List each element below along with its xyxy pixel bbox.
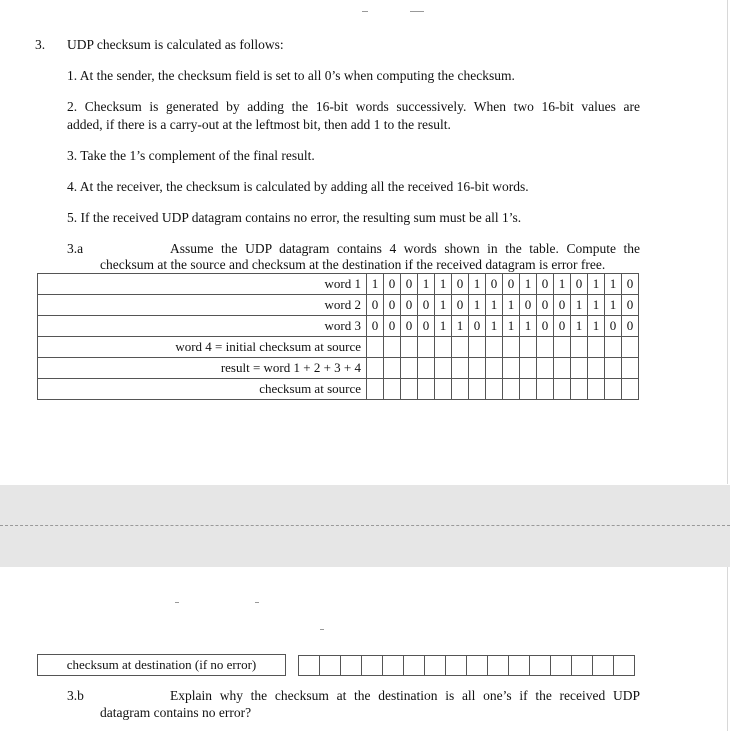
bit-cell: 1 (367, 274, 384, 295)
bit-cell (605, 379, 622, 400)
bit-cell: 0 (384, 274, 401, 295)
step-3: 3. Take the 1’s complement of the final result. (67, 148, 315, 163)
bit-cell: 1 (588, 274, 605, 295)
bit-cell (367, 379, 384, 400)
bit-cell: 1 (520, 316, 537, 337)
bit-cell: 1 (469, 274, 486, 295)
step-4: 4. At the receiver, the checksum is calculated by adding all the received 16-bit words. (67, 179, 529, 194)
bit-cell: 1 (503, 316, 520, 337)
bit-cell: 0 (401, 295, 418, 316)
bit-cell: 0 (452, 295, 469, 316)
part-a-label: 3.a (67, 241, 84, 256)
destination-bit-cell (488, 655, 509, 675)
table-row (38, 337, 639, 358)
bit-cell (537, 337, 554, 358)
bit-cell (520, 379, 537, 400)
scan-mark (255, 602, 259, 603)
destination-bit-cell (299, 655, 320, 675)
table-row (38, 316, 639, 337)
bit-cell (469, 379, 486, 400)
destination-bit-cell (341, 655, 362, 675)
bit-cell: 0 (622, 274, 639, 295)
bit-cell (554, 358, 571, 379)
bit-cell (452, 379, 469, 400)
bit-cell (452, 337, 469, 358)
bit-cell: 0 (452, 274, 469, 295)
bit-cell: 1 (571, 295, 588, 316)
bit-cell: 1 (486, 316, 503, 337)
bit-cell: 1 (469, 295, 486, 316)
destination-bit-cell (551, 655, 572, 675)
row-label: checksum at source (38, 379, 367, 400)
bit-cell (571, 379, 588, 400)
bit-cell (384, 337, 401, 358)
destination-bit-cell (614, 655, 635, 675)
row-label: word 1 (38, 274, 367, 295)
bit-cell: 0 (537, 316, 554, 337)
bit-cell: 1 (605, 274, 622, 295)
scan-mark (175, 602, 179, 603)
bit-cell (418, 337, 435, 358)
bit-cell (486, 379, 503, 400)
step-5: 5. If the received UDP datagram contains no error, the resulting sum must be all 1’s. (67, 210, 522, 225)
bit-cell (401, 379, 418, 400)
bit-cell (588, 358, 605, 379)
bit-cell: 0 (401, 316, 418, 337)
destination-bit-cell (530, 655, 551, 675)
bit-cell: 1 (418, 274, 435, 295)
bit-cell: 0 (486, 274, 503, 295)
bit-cell: 0 (554, 316, 571, 337)
bit-cell: 1 (435, 316, 452, 337)
bit-cell (367, 337, 384, 358)
row-label: word 3 (38, 316, 367, 337)
destination-checksum-table (37, 654, 635, 676)
row-label: word 4 = initial checksum at source (38, 337, 367, 358)
bit-cell: 0 (418, 316, 435, 337)
checksum-table (37, 273, 639, 400)
row-label: result = word 1 + 2 + 3 + 4 (38, 358, 367, 379)
bit-cell (435, 337, 452, 358)
bit-cell (571, 337, 588, 358)
destination-bit-cell (425, 655, 446, 675)
bit-cell: 0 (418, 295, 435, 316)
bit-cell (469, 358, 486, 379)
destination-bit-cell (446, 655, 467, 675)
destination-bit-cell (404, 655, 425, 675)
destination-bit-cell (593, 655, 614, 675)
destination-bit-cell (509, 655, 530, 675)
bit-cell (418, 358, 435, 379)
bit-cell: 0 (537, 295, 554, 316)
bit-cell: 0 (622, 316, 639, 337)
bit-cell: 1 (588, 295, 605, 316)
worksheet-page-2 (0, 567, 728, 731)
scan-mark (410, 11, 424, 12)
bit-cell (503, 358, 520, 379)
bit-cell (622, 358, 639, 379)
bit-cell: 0 (554, 295, 571, 316)
part-b-line-1: Explain why the checksum at the destination is all one’s if the received UDP (170, 688, 640, 703)
step-2-line-1: 2. Checksum is generated by adding the 16-bit words successively. When two 16-bit values are (67, 99, 640, 114)
bit-cell: 0 (384, 316, 401, 337)
table-row (38, 358, 639, 379)
bit-cell: 0 (367, 295, 384, 316)
bit-cell (554, 337, 571, 358)
bit-cell: 0 (537, 274, 554, 295)
table-row (38, 295, 639, 316)
bit-cell: 1 (588, 316, 605, 337)
bit-cell: 1 (605, 295, 622, 316)
question-intro: UDP checksum is calculated as follows: (67, 37, 284, 52)
bit-cell (384, 358, 401, 379)
bit-cell (622, 337, 639, 358)
bit-cell (435, 358, 452, 379)
page-gap (0, 485, 730, 567)
bit-cell: 1 (452, 316, 469, 337)
bit-cell (605, 337, 622, 358)
bit-cell (503, 337, 520, 358)
bit-cell: 0 (503, 274, 520, 295)
part-a-line-1: Assume the UDP datagram contains 4 words shown in the table. Compute the (170, 241, 640, 256)
question-number: 3. (35, 37, 46, 52)
bit-cell: 1 (554, 274, 571, 295)
bit-cell: 0 (605, 316, 622, 337)
table-row (38, 274, 639, 295)
bit-cell (401, 337, 418, 358)
bit-cell (486, 358, 503, 379)
bit-cell (367, 358, 384, 379)
destination-bit-cell (572, 655, 593, 675)
bit-cell (537, 379, 554, 400)
bit-cell (503, 379, 520, 400)
bit-cell (469, 337, 486, 358)
bit-cell: 1 (520, 274, 537, 295)
destination-bit-cell (383, 655, 404, 675)
destination-checksum-label: checksum at destination (if no error) (38, 655, 286, 676)
bit-cell (401, 358, 418, 379)
bit-cell: 0 (367, 316, 384, 337)
bit-cell: 1 (435, 295, 452, 316)
bit-cell: 0 (520, 295, 537, 316)
bit-cell (418, 379, 435, 400)
bit-cell (571, 358, 588, 379)
bit-cell (486, 337, 503, 358)
bit-cell (520, 358, 537, 379)
bit-cell (605, 358, 622, 379)
bit-cell (588, 379, 605, 400)
step-2-line-2: added, if there is a carry-out at the leftmost bit, then add 1 to the result. (67, 117, 451, 132)
destination-bit-cell (362, 655, 383, 675)
bit-cell: 0 (469, 316, 486, 337)
bit-cell (622, 379, 639, 400)
page-break-line (0, 525, 730, 526)
scan-mark (320, 629, 324, 630)
bit-cell: 1 (435, 274, 452, 295)
table-row (38, 655, 636, 676)
destination-bit-cell (320, 655, 341, 675)
scan-mark (362, 11, 368, 12)
bit-cell (537, 358, 554, 379)
bit-cell (435, 379, 452, 400)
bit-cell (520, 337, 537, 358)
part-b-label: 3.b (67, 688, 84, 703)
bit-cell: 1 (571, 316, 588, 337)
bit-cell: 0 (622, 295, 639, 316)
bit-cell (554, 379, 571, 400)
bit-cell: 0 (401, 274, 418, 295)
destination-bit-cell (467, 655, 488, 675)
bit-cell: 1 (486, 295, 503, 316)
bit-cell (588, 337, 605, 358)
step-1: 1. At the sender, the checksum field is set to all 0’s when computing the checksum. (67, 68, 515, 83)
bit-cell: 0 (384, 295, 401, 316)
bit-cell (452, 358, 469, 379)
bit-cell: 0 (571, 274, 588, 295)
bit-cell (384, 379, 401, 400)
part-b-line-2: datagram contains no error? (100, 705, 252, 720)
table-row (38, 379, 639, 400)
part-a-line-2: checksum at the source and checksum at the destination if the received datagram is error free. (100, 257, 606, 272)
row-label: word 2 (38, 295, 367, 316)
bit-cell: 1 (503, 295, 520, 316)
